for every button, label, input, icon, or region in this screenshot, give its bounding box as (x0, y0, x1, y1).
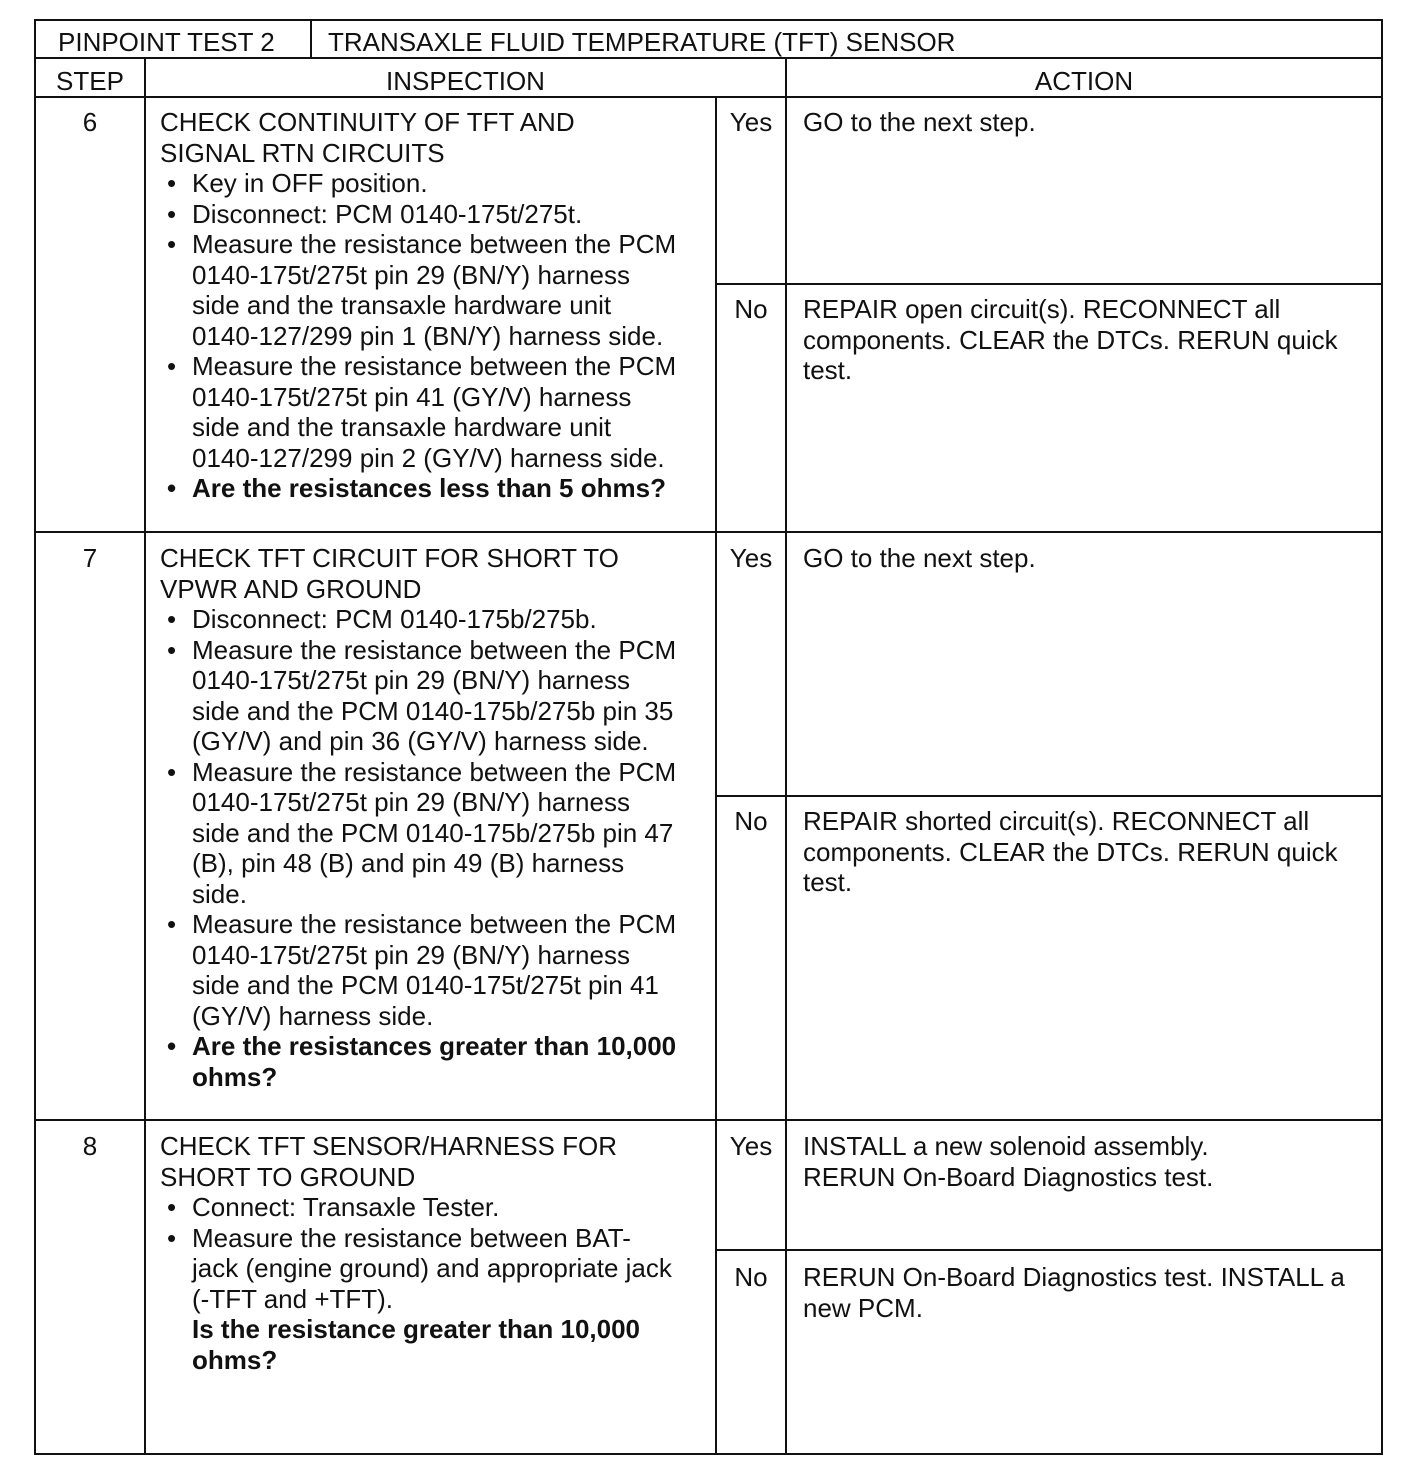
yes-label: Yes (729, 1131, 773, 1161)
no-label: No (734, 294, 768, 324)
inspection-bullets (160, 604, 676, 1092)
bullet-item: • Measure the resistance between BAT- jack (engine ground) and appropriate jack (-TFT and +TFT). (160, 1223, 672, 1315)
yes-action: GO to the next step. (803, 543, 1036, 573)
step-column-divider (144, 57, 146, 1455)
table-border-bottom (34, 1453, 1383, 1455)
title-divider (310, 19, 312, 58)
inspection-title: CHECK CONTINUITY OF TFT AND SIGNAL RTN CIRCUITS (160, 107, 575, 168)
yes-label: Yes (729, 543, 773, 573)
row-divider-6-7 (34, 531, 1383, 533)
column-header-step: STEP (56, 66, 124, 96)
inspection-title: CHECK TFT CIRCUIT FOR SHORT TO VPWR AND GROUND (160, 543, 619, 604)
inspection-bullets (160, 168, 676, 504)
test-label: PINPOINT TEST 2 (58, 27, 275, 57)
step-number: 6 (82, 107, 98, 137)
table-border-top (34, 19, 1383, 21)
no-label: No (734, 1262, 768, 1292)
bullet-question: • Are the resistances less than 5 ohms? (160, 473, 676, 504)
bullet-item: • Disconnect: PCM 0140-175t/275t. (160, 199, 676, 230)
yes-label: Yes (729, 107, 773, 137)
yes-no-divider-6 (715, 283, 1383, 285)
bullet-item: • Connect: Transaxle Tester. (160, 1192, 672, 1223)
table-border-right (1381, 19, 1383, 1455)
bullet-item: • Key in OFF position. (160, 168, 676, 199)
test-title: TRANSAXLE FLUID TEMPERATURE (TFT) SENSOR (328, 27, 956, 57)
no-action: REPAIR open circuit(s). RECONNECT all components. CLEAR the DTCs. RERUN quick test. (803, 294, 1338, 385)
bullet-item: • Measure the resistance between the PCM 0140-175t/275t pin 29 (BN/Y) harness side and the transaxle hardware unit 0140-127/299 pin 1 (BN/Y) harness side. (160, 229, 676, 351)
inspection-question: Is the resistance greater than 10,000 ohms? (192, 1314, 641, 1375)
bullet-item: • Measure the resistance between the PCM 0140-175t/275t pin 41 (GY/V) harness side and the transaxle hardware unit 0140-127/299 pin 2 (GY/V) harness side. (160, 351, 676, 473)
row-divider-7-8 (34, 1119, 1383, 1121)
no-action: RERUN On-Board Diagnostics test. INSTALL a new PCM. (803, 1262, 1345, 1323)
bullet-item: • Measure the resistance between the PCM 0140-175t/275t pin 29 (BN/Y) harness side and the PCM 0140-175t/275t pin 41 (GY/V) harness side. (160, 909, 676, 1031)
no-action: REPAIR shorted circuit(s). RECONNECT all components. CLEAR the DTCs. RERUN quick test. (803, 806, 1338, 897)
table-border-left (34, 19, 36, 1455)
yes-action: GO to the next step. (803, 107, 1036, 137)
no-label: No (734, 806, 768, 836)
column-header-inspection: INSPECTION (386, 66, 545, 96)
yes-action: INSTALL a new solenoid assembly. RERUN On-Board Diagnostics test. (803, 1131, 1214, 1192)
action-column-divider (785, 57, 787, 1455)
bullet-item: • Measure the resistance between the PCM 0140-175t/275t pin 29 (BN/Y) harness side and the PCM 0140-175b/275b pin 35 (GY/V) and pin 36 (GY/V) harness side. (160, 635, 676, 757)
inspection-bullets (160, 1192, 672, 1314)
bullet-item: • Disconnect: PCM 0140-175b/275b. (160, 604, 676, 635)
yes-no-divider-8 (715, 1249, 1383, 1251)
yes-no-divider-7 (715, 795, 1383, 797)
bullet-question: • Are the resistances greater than 10,000 ohms? (160, 1031, 676, 1092)
step-number: 8 (82, 1131, 98, 1161)
inspection-cell (160, 107, 676, 504)
column-header-action: ACTION (1034, 66, 1134, 96)
step-number: 7 (82, 543, 98, 573)
inspection-cell (160, 543, 676, 1092)
bullet-item: • Measure the resistance between the PCM 0140-175t/275t pin 29 (BN/Y) harness side and the PCM 0140-175b/275b pin 47 (B), pin 48 (B) and pin 49 (B) harness side. (160, 757, 676, 910)
inspection-title: CHECK TFT SENSOR/HARNESS FOR SHORT TO GROUND (160, 1131, 617, 1192)
inspection-cell (160, 1131, 672, 1375)
